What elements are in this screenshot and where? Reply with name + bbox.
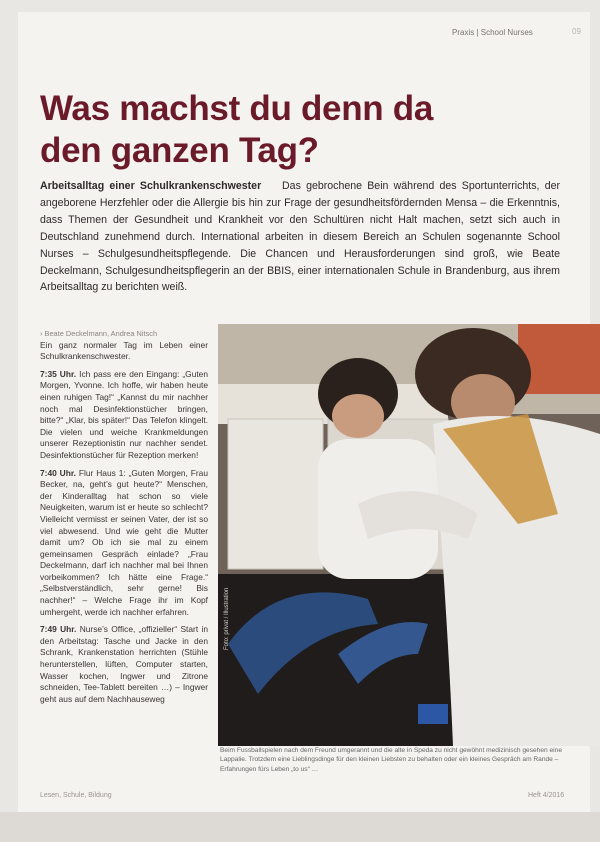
entry-time: 7:35 Uhr. — [40, 368, 77, 379]
article-photo — [218, 324, 600, 746]
page-number: 09 — [572, 27, 581, 36]
diary-entry — [40, 468, 208, 619]
entry-time: 7:40 Uhr. — [40, 467, 76, 478]
entry-text: Nurse’s Office, „offizieller“ Start in den Arbeitstag: Tasche und Jacke in den Schrank, Krankenstation herrichten (Stühle herunterstellen, lüften, Computer starten, Wasser kochen, Ingwer und Zitrone schneiden, Tee-Tablett bereiten …) – Ingwer geht aus auf dem Nachhauseweg — [40, 624, 208, 704]
entry-time: 7:49 Uhr. — [40, 624, 77, 635]
footer-publication: Lesen, Schule, Bildung — [40, 792, 112, 799]
title-line-1: Was machst du denn da — [40, 89, 434, 128]
diary-entry — [40, 624, 208, 705]
footer-issue: Heft 4/2016 — [528, 792, 565, 799]
lead-kicker: Arbeitsalltag einer Schulkrankenschwester — [40, 180, 262, 192]
diary-entry — [40, 369, 208, 462]
lead-paragraph — [40, 178, 560, 296]
entry-text: Flur Haus 1: „Guten Morgen, Frau Becker, na, geht’s gut heute?“ Menschen, der Kinderalltag hat schon so viele Neuigkeiten, warum ist er heute so schlecht? Vielleicht vermisst er seinen Vater, der ist so viel abwesend. Und wie geht die Mutter damit um? Ob ich sie mal zu einem gemeinsamen Gespräch einlade? „Frau Deckelmann, darf ich nachher mal bei Ihnen vorbeikommen? Ich hätte eine Frage.“ „Selbstverständlich, sehr gerne! Bis nachher!“ – Welche Frage ihr im Kopf umhergeht, werde ich nachher erfahren. — [40, 467, 208, 617]
photo-credit: Foto: privat / Illustration — [224, 587, 230, 650]
scan-margin — [0, 812, 600, 842]
photo-caption: Beim Fussballspielen nach dem Freund umgerannt und die alte in Speda zu nicht gewöhnt medizinisch gesehen eine Lappalie. Trotzdem eine Lieblingsdinge für den kleinen Liebsten zu behalten oder ein kleines Gespräch am Rande – Erfahrungen fürs Leben „to us“ … — [220, 747, 562, 773]
section-header: Praxis | School Nurses — [452, 28, 533, 37]
intro-text: Ein ganz normaler Tag im Leben einer Schulkrankenschwester. — [40, 339, 208, 362]
article-body — [40, 328, 208, 711]
title-line-2: den ganzen Tag? — [40, 131, 319, 170]
article-title — [40, 88, 560, 172]
photo-illustration — [218, 324, 600, 746]
lead-text: Das gebrochene Bein während des Sportunterrichts, der angeborene Herzfehler oder die Allergie bis hin zur Frage der gesundheitsfördernden Mensa – die Erkenntnis, dass Themen der Gesundheit und Krankheit vor den Schultüren nicht Halt machen, setzt sich auch in Deutschland zunehmend durch. International arbeiten in diesem Bereich an Schulen sogenannte School Nurses – Schulgesundheitspflegende. Die Chancen und Herausforderungen sind groß, wie Beate Deckelmann, Schulgesundheitspflegerin an der BBIS, einer internationalen Schule in Brandenburg, aus ihrem Arbeitsalltag zu berichten weiß. — [40, 180, 561, 294]
entry-text: Ich pass ere den Eingang: „Guten Morgen, Yvonne. Ich hoffe, wir haben heute einen ruhigen Tag!“ „Kannst du mir nachher noch mal Desinfektionstücher bringen, bitte?“ „Klar, bis später!“ Das Telefon klingelt. Die vielen und weiche Krankmeldungen unserer Rezeptionistin nur nachher sendet. Desinfektionstücher für Rezeption merken! — [40, 368, 208, 460]
byline: › Beate Deckelmann, Andrea Nitsch — [40, 329, 158, 338]
